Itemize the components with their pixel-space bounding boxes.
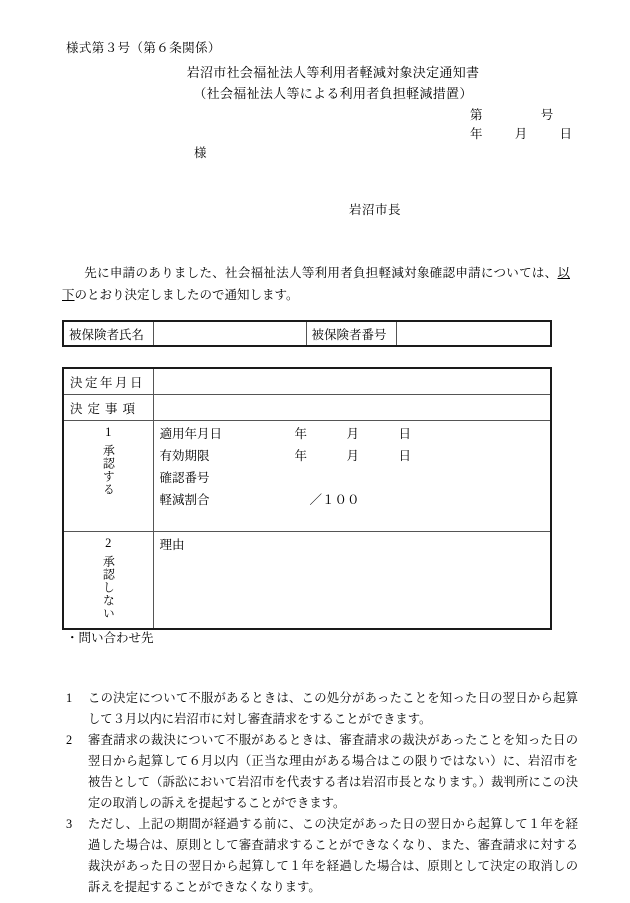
deny-vertical-label: 承認しない: [101, 555, 116, 620]
insured-name-value[interactable]: [153, 321, 306, 346]
insured-person-table: [62, 320, 552, 347]
valid-until-month: 月: [346, 449, 360, 463]
document-number-suffix: 号: [540, 108, 554, 122]
approve-vertical-label: 承認する: [101, 444, 116, 496]
apply-date-day: 日: [398, 427, 412, 441]
confirmation-number-line: [160, 467, 545, 489]
table-row: [63, 321, 551, 346]
valid-until-day: 日: [398, 449, 412, 463]
decision-date-value[interactable]: [153, 368, 551, 395]
reduction-ratio-line: [160, 489, 545, 511]
decision-date-label: 決定年月日: [63, 368, 153, 395]
appeal-notes: [62, 688, 578, 898]
approve-label-wrap: [70, 423, 147, 496]
insured-number-value[interactable]: [396, 321, 551, 346]
date-year-label: 年: [470, 127, 483, 141]
table-row: [63, 395, 551, 421]
document-title: 岩沼市社会福祉法人等利用者軽減対象決定通知書: [186, 65, 480, 80]
document-subtitle: （社会福祉法人等による利用者負担軽減措置）: [193, 86, 473, 101]
body-paragraph: [62, 262, 570, 306]
document-number-prefix: 第: [470, 108, 483, 122]
approve-number: 1: [105, 425, 112, 439]
apply-date-label: 適用年月日: [159, 427, 223, 441]
note-text: ただし、上記の期間が経過する前に、この決定があった日の翌日から起算して１年を経過した場合は、原則として審査請求することができなくなり、また、審査請求に対する裁決があった日の翌日から起算して１年を経過した場合は、原則として決定の取消しの訴えを提起することができなくなります。: [88, 817, 578, 894]
table-row-deny: [63, 532, 551, 630]
body-text-underlined: 以下: [62, 266, 570, 302]
decision-items-label: 決定事項: [63, 395, 153, 421]
confirmation-number-label: 確認番号: [159, 471, 210, 485]
insured-number-label: 被保険者番号: [306, 321, 396, 346]
valid-until-label: 有効期限: [159, 449, 210, 463]
note-text: この決定について不服があるときは、この処分があったことを知った日の翌日から起算して３月以内に岩沼市に対し審査請求をすることができます。: [88, 691, 578, 726]
addressee-honorific: 様: [194, 146, 207, 160]
apply-date-month: 月: [346, 427, 360, 441]
reduction-ratio-label: 軽減割合: [159, 493, 210, 507]
contact-label: ・問い合わせ先: [66, 631, 154, 645]
decision-table: [62, 367, 552, 630]
note-number: 2: [66, 733, 73, 747]
form-number: 様式第３号（第６条関係）: [66, 41, 221, 55]
date-day-label: 日: [559, 127, 573, 141]
approve-detail-cell: [153, 421, 551, 532]
reduction-ratio-value: ／１００: [309, 493, 360, 507]
table-row-approve: [63, 421, 551, 532]
note-number: 3: [66, 817, 73, 831]
insured-name-label: 被保険者氏名: [63, 321, 153, 346]
body-text-before: 先に申請のありました、社会福祉法人等利用者負担軽減対象確認申請については、: [84, 266, 558, 280]
apply-date-year: 年: [294, 427, 308, 441]
approve-label-cell: [63, 421, 153, 532]
note-text: 審査請求の裁決について不服があるときは、審査請求の裁決があったことを知った日の翌日から起算して６月以内（正当な理由がある場合はこの限りではない）に、岩沼市を被告として（訴訟において岩沼市を代表する者は岩沼市長となります。）裁判所にこの決定の取消しの訴えを提起することができます。: [88, 733, 578, 810]
date-month-label: 月: [514, 127, 528, 141]
deny-number: 2: [105, 536, 112, 550]
document-number-line: [470, 105, 553, 123]
valid-until-line: [160, 445, 545, 467]
table-row: [63, 368, 551, 395]
valid-until-year: 年: [294, 449, 308, 463]
apply-date-line: [160, 423, 545, 445]
decision-items-value[interactable]: [153, 395, 551, 421]
deny-label-wrap: [70, 534, 147, 620]
list-item: [62, 688, 578, 730]
document-date-line: [470, 124, 572, 142]
body-text-after: のとおり決定しましたので通知します。: [74, 288, 299, 302]
note-number: 1: [66, 691, 73, 705]
reason-label: 理由: [159, 538, 185, 552]
deny-reason-cell[interactable]: [153, 532, 551, 630]
issuer-name: 岩沼市長: [349, 203, 402, 217]
deny-label-cell: [63, 532, 153, 630]
list-item: [62, 814, 578, 898]
list-item: [62, 730, 578, 814]
